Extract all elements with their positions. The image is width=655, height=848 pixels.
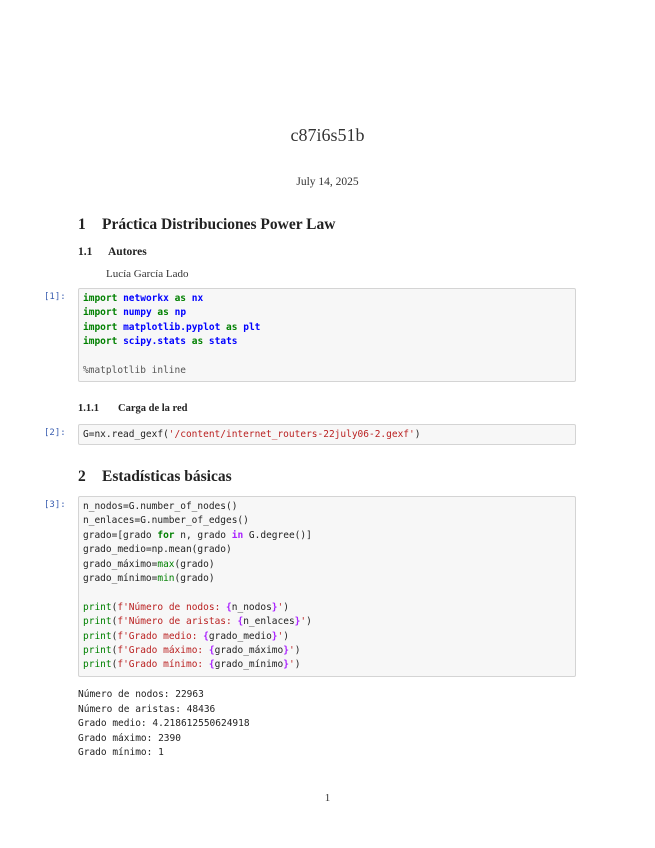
code-token: ( bbox=[111, 630, 118, 642]
author-name: Lucía García Lado bbox=[106, 268, 189, 280]
code-token: ( bbox=[111, 659, 118, 671]
code-token: grado_mínimo= bbox=[83, 572, 158, 584]
code-token: ( bbox=[111, 616, 118, 628]
output-line: Grado máximo: 2390 bbox=[78, 732, 181, 744]
code-token: ' bbox=[300, 616, 307, 628]
code-token: import bbox=[83, 336, 118, 348]
code-line bbox=[83, 321, 571, 335]
code-token: n_enlaces=G.number_of_edges() bbox=[83, 515, 249, 527]
subsection-title: Autores bbox=[108, 246, 147, 258]
cell-prompt-3: [3]: bbox=[44, 500, 66, 510]
code-cell-imports[interactable] bbox=[78, 288, 576, 382]
subsection-number: 1.1 bbox=[78, 246, 93, 258]
code-token: { bbox=[203, 630, 209, 642]
code-token: nx bbox=[191, 293, 204, 304]
output-line: Grado mínimo: 1 bbox=[78, 747, 164, 758]
code-token: grado_medio=np.mean(grado) bbox=[83, 544, 232, 556]
code-token: as bbox=[157, 307, 169, 319]
code-token: ) bbox=[294, 644, 301, 656]
code-token: (grado) bbox=[174, 572, 215, 584]
code-token: f'Número de aristas: bbox=[117, 616, 238, 628]
code-token: import bbox=[83, 307, 118, 319]
code-token: f'Grado medio: bbox=[117, 630, 204, 642]
code-token: import bbox=[83, 293, 118, 304]
code-token: { bbox=[226, 601, 232, 613]
code-token: print bbox=[83, 659, 112, 671]
section-number: 2 bbox=[78, 468, 86, 485]
code-token: G.degree()] bbox=[243, 529, 312, 541]
code-line bbox=[83, 500, 571, 514]
section-title: Práctica Distribuciones Power Law bbox=[102, 216, 336, 233]
code-token: import bbox=[83, 321, 118, 333]
code-token: as bbox=[191, 336, 204, 348]
code-token: ' bbox=[288, 644, 295, 656]
code-token: } bbox=[294, 616, 301, 628]
code-token: ) bbox=[306, 616, 312, 628]
code-token: } bbox=[271, 601, 278, 613]
cell-prompt-2: [2]: bbox=[44, 428, 66, 438]
code-token: ) bbox=[283, 601, 289, 613]
section-number: 1 bbox=[78, 216, 86, 233]
page-number: 1 bbox=[324, 792, 331, 804]
subsubsection-heading-carga bbox=[78, 403, 188, 414]
output-line: Número de aristas: 48436 bbox=[78, 703, 216, 715]
code-line bbox=[83, 630, 571, 644]
code-token: { bbox=[208, 644, 215, 656]
code-token: stats bbox=[208, 336, 238, 348]
code-token: scipy.stats bbox=[123, 336, 186, 348]
code-token: matplotlib.pyplot bbox=[123, 321, 221, 333]
code-token: as bbox=[226, 321, 238, 333]
code-line bbox=[83, 350, 571, 364]
code-token: } bbox=[271, 630, 278, 642]
output-line: Número de nodos: 22963 bbox=[78, 689, 204, 700]
code-token: grado_medio bbox=[208, 630, 272, 642]
subsubsection-number: 1.1.1 bbox=[78, 403, 99, 414]
document-title: c87i6s51b bbox=[290, 125, 365, 145]
code-line bbox=[83, 543, 571, 557]
code-token: ( bbox=[111, 644, 118, 656]
code-token: (grado) bbox=[174, 558, 215, 570]
output-line: Grado medio: 4.218612550624918 bbox=[78, 718, 250, 729]
code-token: print bbox=[83, 630, 112, 642]
code-token: ) bbox=[294, 659, 301, 671]
code-token: grado=[grado bbox=[83, 529, 158, 541]
code-line bbox=[83, 306, 571, 320]
code-token: ( bbox=[111, 601, 118, 613]
code-token: } bbox=[283, 644, 289, 656]
code-token: ' bbox=[277, 601, 284, 613]
code-token: f'Grado mínimo: bbox=[117, 659, 209, 671]
code-line bbox=[83, 529, 571, 543]
code-token: as bbox=[174, 293, 187, 304]
code-token: ) bbox=[414, 429, 421, 440]
code-token: numpy bbox=[123, 307, 152, 319]
code-line bbox=[83, 428, 571, 442]
section-title: Estadísticas básicas bbox=[102, 468, 232, 485]
section-heading-estadisticas bbox=[78, 468, 232, 486]
code-token: max bbox=[157, 558, 175, 570]
code-token: { bbox=[237, 616, 244, 628]
code-token: print bbox=[83, 644, 112, 656]
code-token: print bbox=[83, 601, 112, 613]
code-token: in bbox=[231, 529, 244, 541]
code-line bbox=[83, 292, 571, 306]
code-token: grado_máximo bbox=[214, 644, 284, 656]
subsection-heading-autores bbox=[78, 246, 147, 258]
section-heading-practica bbox=[78, 216, 335, 234]
code-token: ) bbox=[283, 630, 289, 642]
subsubsection-title: Carga de la red bbox=[118, 403, 188, 414]
code-token: ' bbox=[277, 630, 284, 642]
code-line bbox=[83, 558, 571, 572]
code-token: } bbox=[283, 659, 289, 671]
code-cell-read-gexf[interactable] bbox=[78, 424, 576, 445]
code-line bbox=[83, 586, 571, 600]
code-token: for bbox=[157, 529, 175, 541]
cell-output-statistics bbox=[78, 688, 250, 761]
code-token: '/content/internet_routers-22july06-2.gexf' bbox=[168, 429, 415, 440]
code-token: f'Grado máximo: bbox=[117, 644, 209, 656]
code-token: f'Número de nodos: bbox=[117, 601, 227, 613]
code-token: grado_máximo= bbox=[83, 558, 158, 570]
code-line bbox=[83, 644, 571, 658]
code-token: n, grado bbox=[174, 529, 232, 541]
code-token: ' bbox=[288, 659, 295, 671]
code-token: n_enlaces bbox=[243, 616, 295, 628]
code-line bbox=[83, 364, 571, 378]
code-token: print bbox=[83, 616, 112, 628]
code-line bbox=[83, 601, 571, 615]
cell-prompt-1: [1]: bbox=[44, 292, 66, 302]
code-line bbox=[83, 335, 571, 349]
code-line bbox=[83, 615, 571, 629]
code-token: min bbox=[157, 572, 175, 584]
code-token: G=nx.read_gexf( bbox=[83, 429, 169, 440]
code-token: n_nodos bbox=[231, 601, 272, 613]
code-token: networkx bbox=[123, 293, 169, 304]
code-token: %matplotlib inline bbox=[83, 364, 186, 376]
code-line bbox=[83, 658, 571, 672]
code-token: { bbox=[208, 659, 215, 671]
code-line bbox=[83, 572, 571, 586]
code-token: np bbox=[174, 307, 187, 319]
code-line bbox=[83, 514, 571, 528]
document-date: July 14, 2025 bbox=[296, 176, 359, 188]
code-token: grado_mínimo bbox=[214, 659, 284, 671]
code-token: n_nodos=G.number_of_nodes() bbox=[83, 501, 238, 512]
code-token: plt bbox=[243, 321, 261, 333]
code-cell-statistics[interactable] bbox=[78, 496, 576, 677]
